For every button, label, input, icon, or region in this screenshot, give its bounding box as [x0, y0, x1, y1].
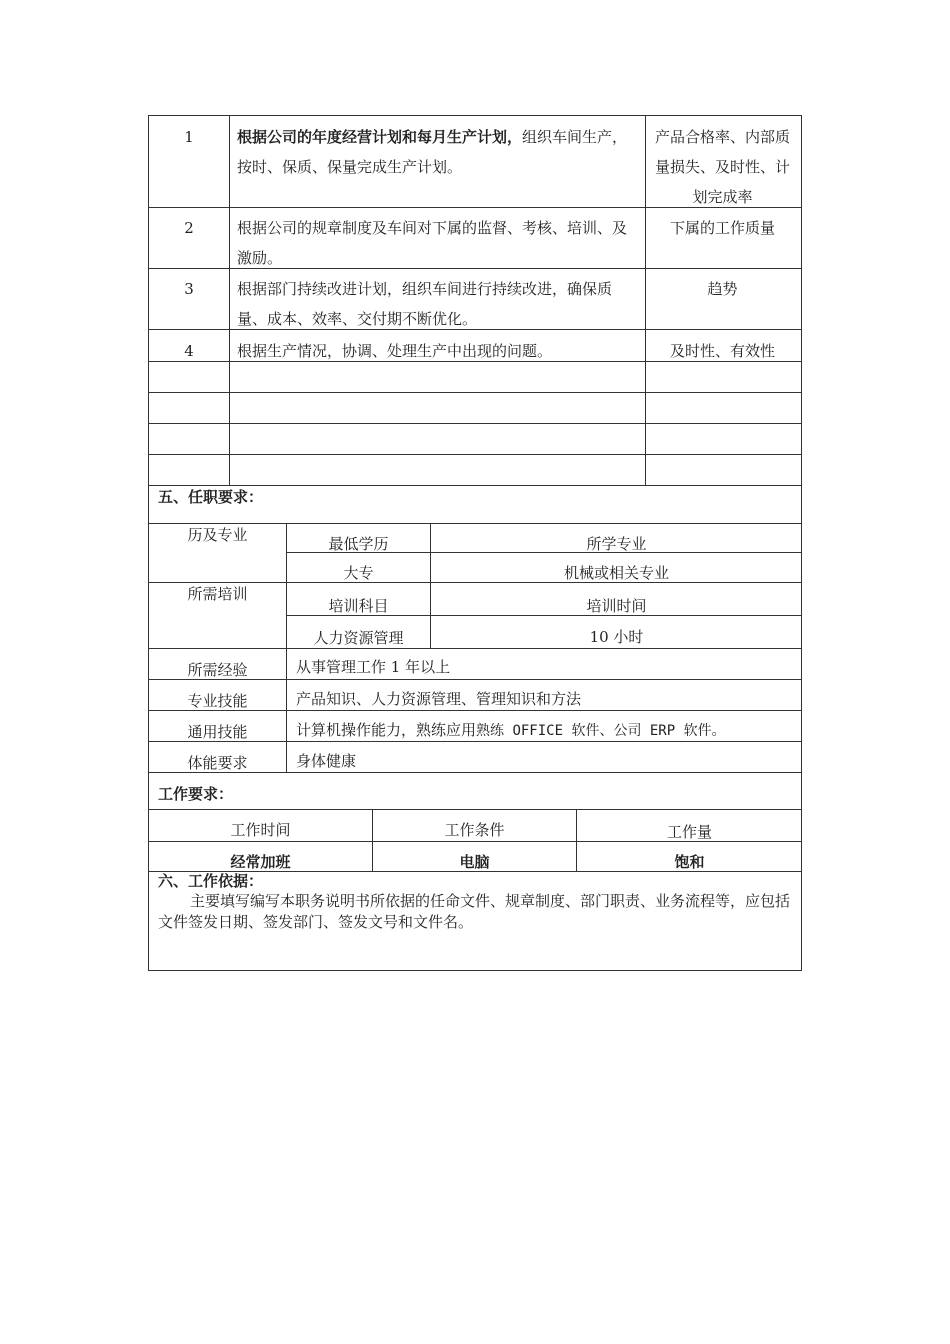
work-basis-text: 主要填写编写本职务说明书所依据的任命文件、规章制度、部门职责、业务流程等，应包括文件签发日期、签发部门、签发文号和文件名。 — [158, 892, 791, 931]
training-time-header: 培训时间 — [586, 597, 647, 615]
general-skills-software: 熟练 OFFICE 软件、公司 ERP 软件。 — [476, 723, 726, 739]
work-condition-header: 工作条件 — [444, 821, 505, 839]
experience-label: 所需经验 — [187, 661, 248, 679]
section-title-work-requirements: 工作要求： — [158, 785, 234, 803]
general-skills-label: 通用技能 — [187, 723, 248, 741]
min-education-header: 最低学历 — [328, 535, 389, 553]
major-header: 所学专业 — [586, 535, 647, 553]
workload-header: 工作量 — [666, 823, 712, 841]
min-education-value: 大专 — [343, 564, 374, 582]
row-divider — [148, 454, 802, 455]
skills-value: 产品知识、人力资源管理、管理知识和方法 — [296, 690, 582, 708]
duty-content-bold: 根据公司的年度经营计划和每月生产计划， — [237, 128, 523, 146]
training-time-value: 10 小时 — [589, 628, 644, 646]
work-time-header: 工作时间 — [230, 821, 291, 839]
row-divider — [148, 423, 802, 424]
duty-content: 根据公司的规章制度及车间对下属的监督、考核、培训、及激励。 — [237, 219, 628, 267]
duty-standard: 趋势 — [707, 280, 738, 298]
training-subject-value: 人力资源管理 — [313, 629, 404, 647]
row-divider — [148, 392, 802, 393]
work-time-value: 经常加班 — [230, 853, 291, 871]
row-divider — [148, 809, 802, 810]
duty-number: 4 — [184, 342, 194, 360]
training-subject-header: 培训科目 — [328, 597, 389, 615]
duty-standard: 及时性、有效性 — [669, 342, 775, 360]
duty-number: 1 — [184, 128, 194, 146]
column-divider — [645, 115, 646, 486]
general-skills-prefix: 计算机操作能力，熟练应用 — [296, 721, 477, 739]
duty-content: 根据生产情况，协调、处理生产中出现的问题。 — [237, 342, 553, 360]
workload-value: 饱和 — [674, 853, 705, 871]
duty-number: 3 — [184, 280, 194, 298]
experience-value: 从事管理工作 1 年以上 — [296, 658, 451, 676]
skills-label: 专业技能 — [187, 692, 248, 710]
physical-value: 身体健康 — [296, 752, 357, 770]
education-label: 历及专业 — [187, 526, 248, 544]
physical-label: 体能要求 — [187, 754, 248, 772]
work-condition-value: 电脑 — [459, 853, 490, 871]
duty-number: 2 — [184, 219, 194, 237]
column-divider — [229, 115, 230, 486]
general-skills-value — [296, 715, 726, 746]
duty-content-text: 组织车间生产，按时、保质、保量完成生产计划。 — [237, 128, 628, 176]
section-title-qualifications: 五、任职要求： — [158, 488, 264, 506]
major-value: 机械或相关专业 — [563, 564, 669, 582]
duty-content — [237, 122, 639, 182]
duty-standard: 下属的工作质量 — [669, 219, 775, 237]
training-label: 所需培训 — [187, 585, 248, 603]
duty-standard: 产品合格率、内部质量损失、及时性、计划完成率 — [654, 128, 790, 206]
duty-content: 根据部门持续改进计划，组织车间进行持续改进，确保质量、成本、效率、交付期不断优化。 — [237, 280, 613, 328]
section-title-work-basis: 六、工作依据： — [158, 872, 264, 890]
